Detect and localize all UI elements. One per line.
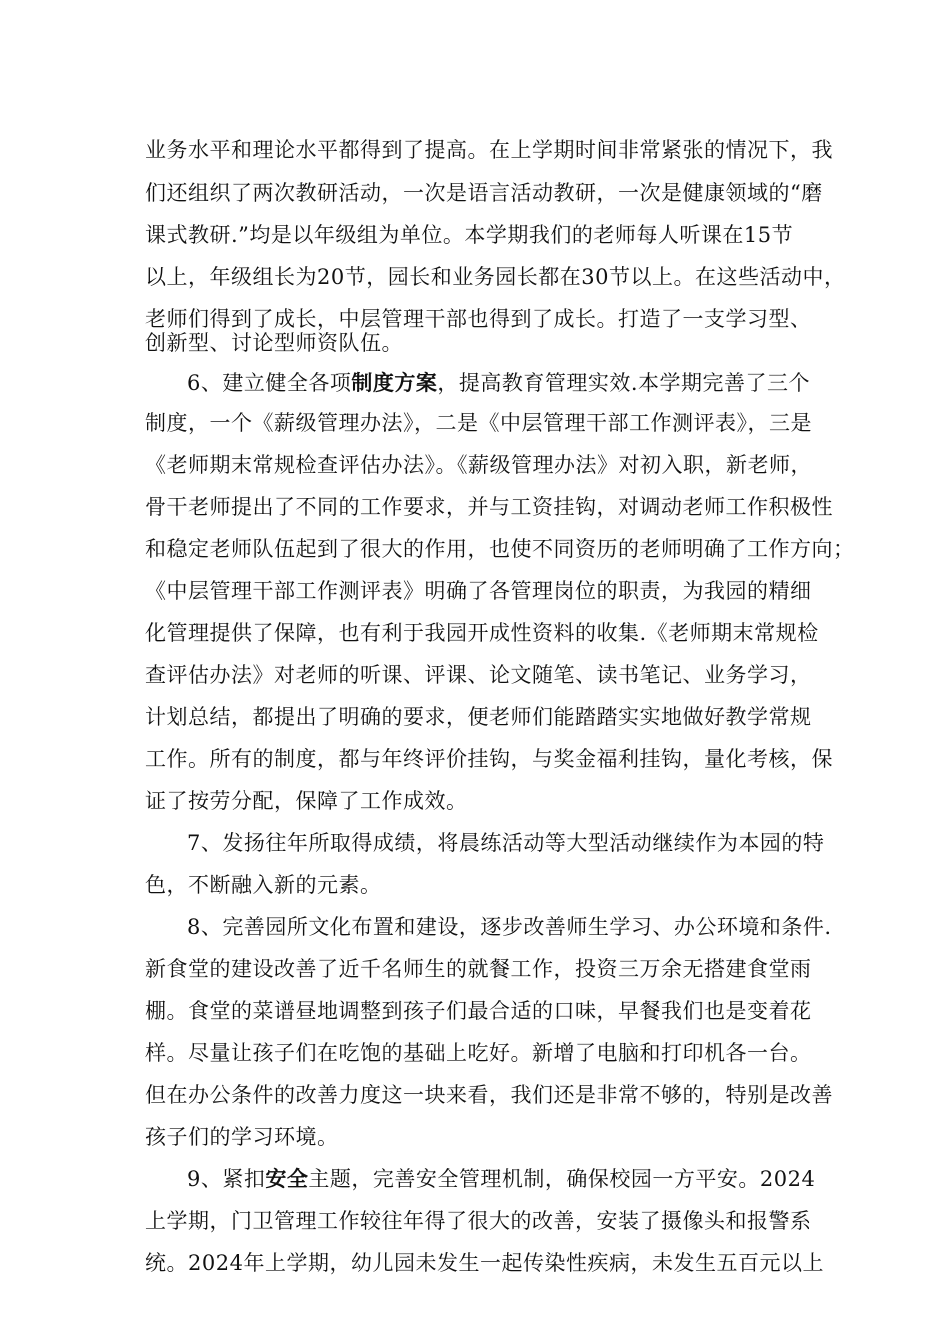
paragraph-6-heading-line: 6、建立健全各项制度方案，提高教育管理实效.本学期完善了三个	[187, 370, 811, 395]
text-line: 们还组织了两次教研活动，一次是语言活动教研，一次是健康领域的“磨	[145, 181, 823, 205]
text-line: 骨干老师提出了不同的工作要求，并与工资挂钩，对调动老师工作积极性	[145, 495, 833, 519]
text-line: 以上，年级组长为20节，园长和业务园长都在30节以上。在这些活动中，	[145, 265, 846, 289]
text-line: 色，不断融入新的元素。	[145, 873, 382, 897]
text-line: 创新型、讨论型师资队伍。	[145, 331, 403, 355]
bold-keyword: 制度方案	[351, 370, 438, 395]
text-line: 和稳定老师队伍起到了很大的作用，也使不同资历的老师明确了工作方向；	[145, 537, 855, 561]
text-line: 《老师期末常规检查评估办法》。《薪级管理办法》对初入职，新老师，	[145, 453, 812, 477]
paragraph-8-line: 8、完善园所文化布置和建设，逐步改善师生学习、办公环境和条件.	[187, 915, 832, 939]
text-line: 计划总结，都提出了明确的要求，便老师们能踏踏实实地做好教学常规	[145, 705, 812, 729]
text-line: 样。尽量让孩子们在吃饱的基础上吃好。新增了电脑和打印机各一台。	[145, 1041, 812, 1065]
paragraph-7-line: 7、发扬往年所取得成绩，将晨练活动等大型活动继续作为本园的特	[187, 831, 825, 855]
text-line: 工作。所有的制度，都与年终评价挂钩，与奖金福利挂钩，量化考核，保	[145, 747, 833, 771]
text-line: 统。2024年上学期，幼儿园未发生一起传染性疾病，未发生五百元以上	[145, 1251, 824, 1275]
paragraph-9-heading-line: 9、紧扣安全主题，完善安全管理机制，确保校园一方平安。2024	[187, 1166, 816, 1191]
text-line: 但在办公条件的改善力度这一块来看，我们还是非常不够的，特别是改善	[145, 1083, 833, 1107]
text-line: 上学期，门卫管理工作较往年得了很大的改善，安装了摄像头和报警系	[145, 1209, 812, 1233]
text-line: 孩子们的学习环境。	[145, 1125, 339, 1149]
text-line: 化管理提供了保障，也有利于我园开成性资料的收集.《老师期末常规检	[145, 621, 819, 645]
bold-keyword: 安全	[265, 1166, 309, 1191]
text-line: 课式教研.”均是以年级组为单位。本学期我们的老师每人听课在15节	[145, 223, 794, 247]
text-line: 老师们得到了成长，中层管理干部也得到了成长。打造了一支学习型、	[145, 307, 812, 331]
text-line: 业务水平和理论水平都得到了提高。在上学期时间非常紧张的情况下，我	[145, 138, 833, 162]
text-line: 证了按劳分配，保障了工作成效。	[145, 789, 468, 813]
text-line: 查评估办法》对老师的听课、评课、论文随笔、读书笔记、业务学习，	[145, 663, 812, 687]
text-line: 制度，一个《薪级管理办法》，二是《中层管理干部工作测评表》，三是	[145, 411, 812, 435]
text-line: 棚。食堂的菜谱昼地调整到孩子们最合适的口味，早餐我们也是变着花	[145, 999, 812, 1023]
text-line: 新食堂的建设改善了近千名师生的就餐工作，投资三万余无搭建食堂雨	[145, 957, 812, 981]
text-line: 《中层管理干部工作测评表》明确了各管理岗位的职责，为我园的精细	[145, 579, 812, 603]
